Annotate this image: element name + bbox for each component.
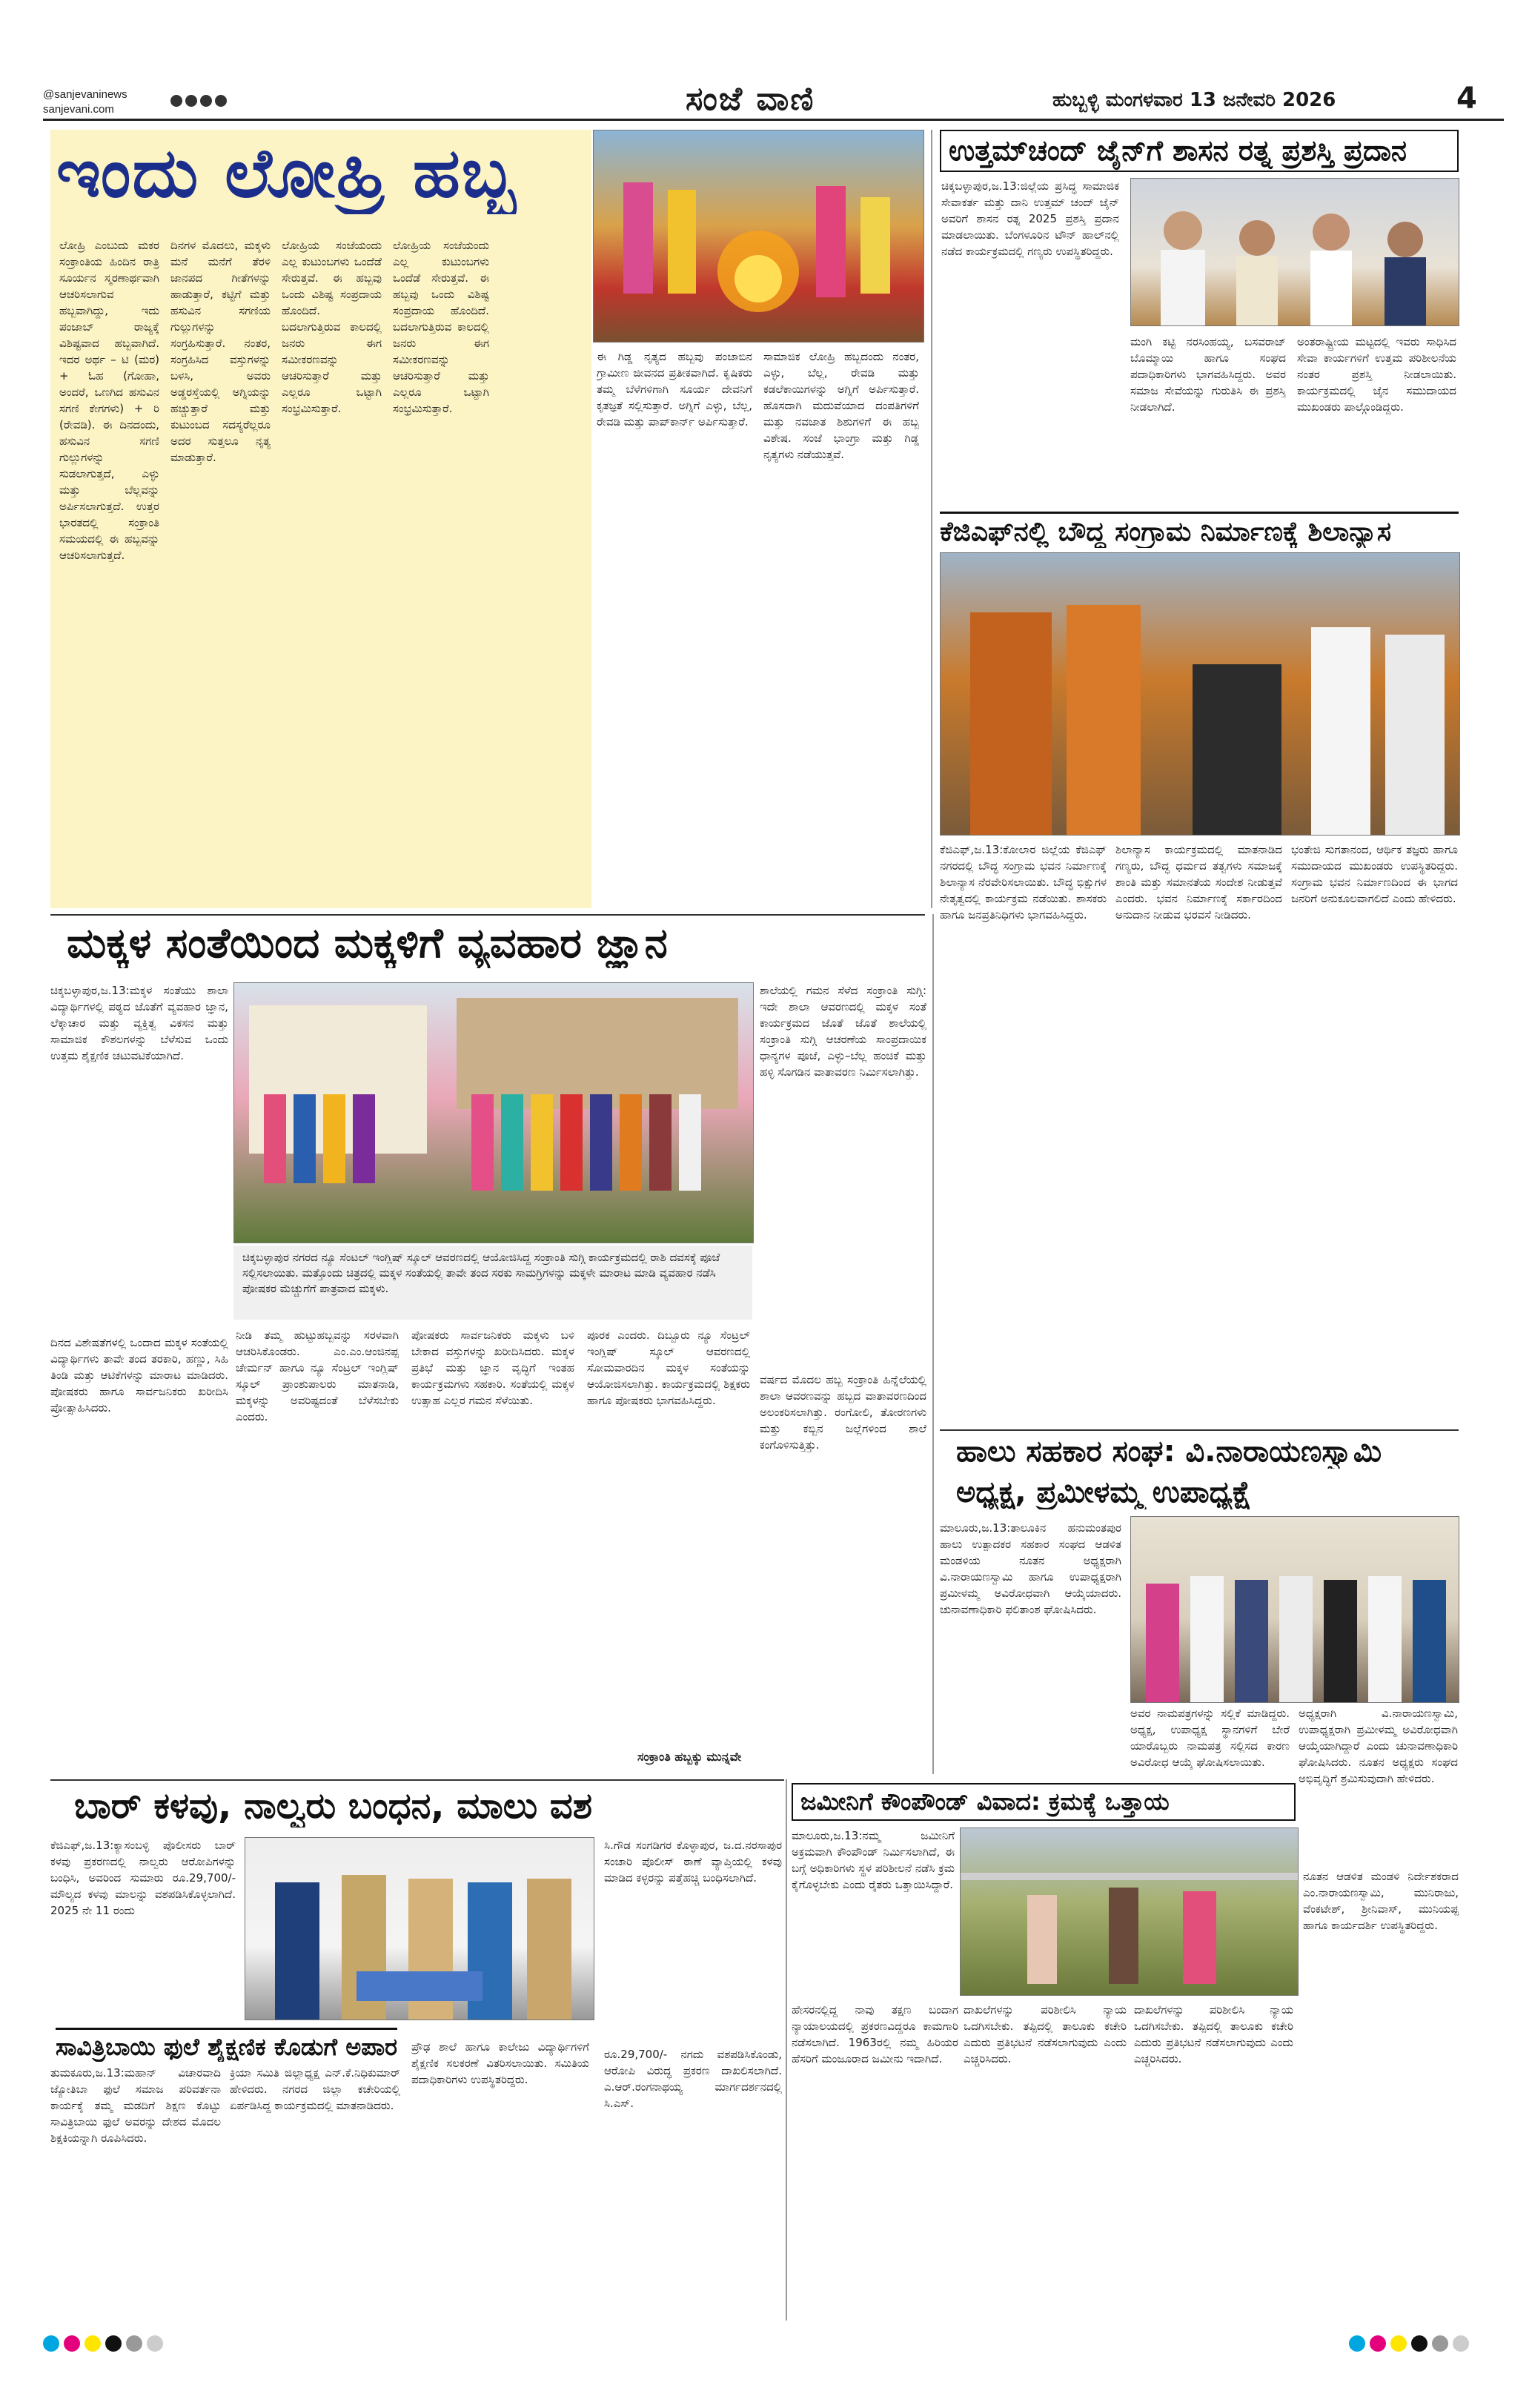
jain-col-3: ಅಂತರಾಷ್ಟ್ರೀಯ ಮಟ್ಟದಲ್ಲಿ ಇವರು ಸಾಧಿಸಿದ ಸೇವಾ ಕಾರ್ಯಗಳಿಗೆ ಉತ್ತಮ ಪರಿಶೀಲನೆಯ ನಂತರ ಪ್ರಶಸ್ತಿ ನೀಡಲಾಯಿತು. ಕಾರ್ಯಕ್ರಮದಲ್ಲಿ ಜೈನ ಸಮುದಾಯದ ಮುಖಂಡರು ಪಾಲ್ಗೊಂಡಿದ್ದರು. [1297,335,1456,414]
land-headline: ಜಮೀನಿಗೆ ಕೌಂಪೌಂಡ್ ವಿವಾದ: ಕ್ರಮಕ್ಕೆ ಒತ್ತಾಯ [792,1783,1296,1821]
lohri-bonfire-illustration [594,130,923,342]
social-handle: @sanjevaninews [43,88,127,101]
savitri-col-3: ಪ್ರೌಢ ಶಾಲೆ ಹಾಗೂ ಕಾಲೇಜು ವಿದ್ಯಾರ್ಥಿಗಳಿಗೆ ಶೈಕ್ಷಣಿಕ ಸಲಕರಣೆ ವಿತರಿಸಲಾಯಿತು. ಸಮಿತಿಯ ಪದಾಧಿಕಾರಿಗಳು ಉಪಸ್ಥಿತರಿದ್ದರು. [411,2040,589,2086]
santhe-col-3b: ಪೋಷಕರು ಸಾರ್ವಜನಿಕರು ಮಕ್ಕಳು ಬಳಿ ಬೇಕಾದ ವಸ್ತುಗಳನ್ನು ಖರೀದಿಸಿದರು. ಮಕ್ಕಳ ಪ್ರತಿಭೆ ಮತ್ತು ಜ್ಞಾನ ವೃದ್ಧಿಗೆ ಇಂತಹ ಕಾರ್ಯಕ್ರಮಗಳು ಸಹಕಾರಿ. ಸಂತೆಯಲ್ಲಿ ಮಕ್ಕಳ ಉತ್ಸಾಹ ಎಲ್ಲರ ಗಮನ ಸೆಳೆಯಿತು. [411,1329,574,1407]
savitri-col-4: ರೂ.29,700/- ನಗದು ವಶಪಡಿಸಿಕೊಂಡು, ಆರೋಪಿ ವಿರುದ್ಧ ಪ್ರಕರಣ ದಾಖಲಿಸಲಾಗಿದೆ. ಎ.ಆರ್.ರಂಗನಾಥಯ್ಯ ಮಾರ್ಗದರ್ಶನದಲ್ಲಿ ಸಿ.ಎಸ್. [604,2048,782,2110]
instagram-icon [185,95,197,107]
jain-col-2: ಮಂಗಿ ಕಟ್ಟಿ ನರಸಿಂಹಯ್ಯ, ಬಸವರಾಜ್ ಬೊಮ್ಮಾಯಿ ಹಾಗೂ ಸಂಘದ ಪದಾಧಿಕಾರಿಗಳು ಭಾಗವಹಿಸಿದ್ದರು. ಅವರ ಸಮಾಜ ಸೇವೆಯನ್ನು ಗುರುತಿಸಿ ಈ ಪ್ರಶಸ್ತಿ ನೀಡಲಾಗಿದೆ. [1130,335,1286,414]
santhe-col-2b: ನೀಡಿ ತಮ್ಮ ಹುಟ್ಟುಹಬ್ಬವನ್ನು ಸರಳವಾಗಿ ಆಚರಿಸಿಕೊಂಡರು. ಎಂ.ಎಂ.ಆಂಜಿನಪ್ಪ ಚೇರ್ಮನ್ ಹಾಗೂ ನ್ಯೂ ಸೆಂಟ್ರಲ್ ಇಂಗ್ಲಿಷ್ ಸ್ಕೂಲ್ ಪ್ರಾಂಶುಪಾಲರು ಮಾತನಾಡಿ, ಮಕ್ಕಳನ್ನು ಅವರಿಷ್ಟದಂತೆ ಬೆಳೆಸಬೇಕು ಎಂದರು. [236,1329,399,1423]
land-col-2b: ದಾಖಲೆಗಳನ್ನು ಪರಿಶೀಲಿಸಿ ನ್ಯಾಯ ಒದಗಿಸಬೇಕು. ತಪ್ಪಿದಲ್ಲಿ ತಾಲೂಕು ಕಚೇರಿ ಎದುರು ಪ್ರತಿಭಟನೆ ನಡೆಸಲಾಗುವುದು ಎಂದು ಎಚ್ಚರಿಸಿದರು. [1134,2003,1293,2065]
lohri-col-2: ದಿನಗಳ ಮೊದಲು, ಮಕ್ಕಳು ಮನೆ ಮನೆಗೆ ತೆರಳಿ ಜಾನಪದ ಗೀತೆಗಳನ್ನು ಹಾಡುತ್ತಾರೆ, ಕಟ್ಟಿಗೆ ಮತ್ತು ಹಸುವಿನ ಸಗಣಿಯ ಗುಲ್ಲುಗಳನ್ನು ಸಂಗ್ರಹಿಸುತ್ತಾರೆ. ನಂತರ, ಸಂಗ್ರಹಿಸಿದ ವಸ್ತುಗಳನ್ನು ಬಳಸಿ, ಅವರು ಅಡ್ಡರಸ್ತೆಯಲ್ಲಿ ಅಗ್ನಿಯನ್ನು ಹಚ್ಚುತ್ತಾರೆ ಮತ್ತು ಕುಟುಂಬದ ಸದಸ್ಯರೆಲ್ಲರೂ ಅದರ ಸುತ್ತಲೂ ನೃತ್ಯ ಮಾಡುತ್ತಾರೆ. [170,239,271,464]
dateline: ಹುಬ್ಬಳ್ಳಿ ಮಂಗಳವಾರ 13 ಜನೇವರಿ 2026 [1052,89,1336,111]
kgf-col-2: ಶಿಲಾನ್ಯಾಸ ಕಾರ್ಯಕ್ರಮದಲ್ಲಿ ಮಾತನಾಡಿದ ಗಣ್ಯರು, ಬೌದ್ಧ ಧರ್ಮದ ತತ್ವಗಳು ಸಮಾಜಕ್ಕೆ ಶಾಂತಿ ಮತ್ತು ಸಮಾನತೆಯ ಸಂದೇಶ ನೀಡುತ್ತವೆ ಎಂದರು. ಭವನ ನಿರ್ಮಾಣಕ್ಕೆ ಸರ್ಕಾರದಿಂದ ಅನುದಾನ ನೀಡುವ ಭರವಸೆ ನೀಡಿದರು. [1115,843,1282,922]
bar-police-illustration [245,1838,594,2020]
lohri-photo [593,130,924,343]
column-divider [786,1779,787,2321]
milk-col-2: ಅವರ ನಾಮಪತ್ರಗಳನ್ನು ಸಲ್ಲಿಕೆ ಮಾಡಿದ್ದರು. ಅಧ್ಯಕ್ಷ, ಉಪಾಧ್ಯಕ್ಷ ಸ್ಥಾನಗಳಿಗೆ ಬೇರೆ ಯಾರೊಬ್ಬರು ನಾಮಪತ್ರ ಸಲ್ಲಿಸದ ಕಾರಣ ಅವಿರೋಧ ಆಯ್ಕೆ ಘೋಷಿಸಲಾಯಿತು. [1130,1707,1290,1769]
black-mark [105,2335,122,2352]
kgf-ceremony-illustration [941,553,1459,835]
magenta-mark [1370,2335,1386,2352]
kgf-headline: ಕೆಜಿಎಫ್‌ನಲ್ಲಿ ಬೌದ್ಧ ಸಂಗ್ರಾಮ ನಿರ್ಮಾಣಕ್ಕೆ ಶಿಲಾನ್ಯಾಸ [940,512,1459,548]
santhe-photo [233,982,754,1243]
milk-col-1: ಮಾಲೂರು,ಜ.13:ತಾಲೂಕಿನ ಹನುಮಂತಪುರ ಹಾಲು ಉತ್ಪಾದಕರ ಸಹಕಾರ ಸಂಘದ ಆಡಳಿತ ಮಂಡಳಿಯ ನೂತನ ಅಧ್ಯಕ್ಷರಾಗಿ ವಿ.ನಾರಾಯಣಸ್ವಾಮಿ ಹಾಗೂ ಉಪಾಧ್ಯಕ್ಷರಾಗಿ ಪ್ರಮೀಳಮ್ಮ ಅವಿರೋಧವಾಗಿ ಆಯ್ಕೆಯಾದರು. ಚುನಾವಣಾಧಿಕಾರಿ ಫಲಿತಾಂಶ ಘೋಷಿಸಿದರು. [940,1521,1121,1616]
cyan-mark [1349,2335,1365,2352]
kgf-photo [940,552,1460,836]
santhe-col-4: ಶಾಲೆಯಲ್ಲಿ ಗಮನ ಸೆಳೆದ ಸಂಕ್ರಾಂತಿ ಸುಗ್ಗಿ: ಇದೇ ಶಾಲಾ ಆವರಣದಲ್ಲಿ ಮಕ್ಕಳ ಸಂತೆ ಕಾರ್ಯಕ್ರಮದ ಜೊತೆ ಜೊತೆ ಶಾಲೆಯಲ್ಲಿ ಸಂಕ್ರಾಂತಿ ಸುಗ್ಗಿ ಆಚರಣೆಯ ಸಾಂಪ್ರದಾಯಿಕ ಧಾನ್ಯಗಳ ಪೂಜೆ, ಎಳ್ಳು–ಬೆಲ್ಲ ಹಂಚಿಕೆ ಮತ್ತು ಹಳ್ಳಿ ಸೊಗಡಿನ ವಾತಾವರಣ ನಿರ್ಮಿಸಲಾಗಿತ್ತು. [760,984,926,1079]
santhe-col-4b: ಪೂರಕ ಎಂದರು. ದಿಬ್ಬೂರು ನ್ಯೂ ಸೆಂಟ್ರಲ್ ಇಂಗ್ಲಿಷ್ ಸ್ಕೂಲ್ ಆವರಣದಲ್ಲಿ ಸೋಮವಾರದಿನ ಮಕ್ಕಳ ಸಂತೆಯನ್ನು ಆಯೋಜಿಸಲಾಗಿತ್ತು. ಕಾರ್ಯಕ್ರಮದಲ್ಲಿ ಶಿಕ್ಷಕರು ಹಾಗೂ ಪೋಷಕರು ಭಾಗವಹಿಸಿದ್ದರು. [587,1329,750,1407]
savitri-col-2: ಕ್ರಿಯಾ ಸಮಿತಿ ಜಿಲ್ಲಾಧ್ಯಕ್ಷ ಎನ್.ಕೆ.ನಿಧಿಕುಮಾರ್ ಹೇಳಿದರು. ನಗರದ ಜಿಲ್ಲಾ ಕಚೇರಿಯಲ್ಲಿ ಏರ್ಪಡಿಸಿದ್ದ ಕಾರ್ಯಕ್ರಮದಲ್ಲಿ ಮಾತನಾಡಿದರು. [230,2066,400,2112]
santhe-col-1b: ದಿನದ ವಿಶೇಷತೆಗಳಲ್ಲಿ ಒಂದಾದ ಮಕ್ಕಳ ಸಂತೆಯಲ್ಲಿ ವಿದ್ಯಾರ್ಥಿಗಳು ತಾವೇ ತಂದ ತರಕಾರಿ, ಹಣ್ಣು, ಸಿಹಿ ತಿಂಡಿ ಮತ್ತು ಆಟಿಕೆಗಳನ್ನು ಮಾರಾಟ ಮಾಡಿದರು. ಪೋಷಕರು ಹಾಗೂ ಸಾರ್ವಜನಿಕರು ಖರೀದಿಸಿ ಪ್ರೋತ್ಸಾಹಿಸಿದರು. [50,1336,228,1415]
lohri-col-3b: ಲೋಹ್ರಿಯ ಸಂಜೆಯಂದು ಎಲ್ಲ ಕುಟುಂಬಗಳು ಒಂದೆಡೆ ಸೇರುತ್ತವೆ. ಈ ಹಬ್ಬವು ಒಂದು ವಿಶಿಷ್ಟ ಸಂಪ್ರದಾಯ ಹೊಂದಿದೆ. ಬದಲಾಗುತ್ತಿರುವ ಕಾಲದಲ್ಲಿ ಜನರು ಈಗ ಸಮೀಕರಣವನ್ನು ಆಚರಿಸುತ್ತಾರೆ ಮತ್ತು ಎಲ್ಲರೂ ಒಟ್ಟಾಗಿ ಸಂಭ್ರಮಿಸುತ್ತಾರೆ. [393,239,489,415]
brand-name: ಸಂಜೆ ವಾಣಿ [686,80,815,118]
section-rule [940,1429,1459,1431]
santhe-col-5b: ವರ್ಷದ ಮೊದಲ ಹಬ್ಬ ಸಂಕ್ರಾಂತಿ ಹಿನ್ನೆಲೆಯಲ್ಲಿ ಶಾಲಾ ಆವರಣವನ್ನು ಹಬ್ಬದ ವಾತಾವರಣದಿಂದ ಅಲಂಕರಿಸಲಾಗಿತ್ತು. ರಂಗೋಲಿ, ತೋರಣಗಳು ಮತ್ತು ಕಬ್ಬಿನ ಜಲ್ಲೆಗಳಿಂದ ಶಾಲೆ ಕಂಗೊಳಿಸುತ್ತಿತ್ತು. [760,1373,926,1452]
yellow-mark [1390,2335,1407,2352]
land-col-2: ದಾಖಲೆಗಳನ್ನು ಪರಿಶೀಲಿಸಿ ನ್ಯಾಯ ಒದಗಿಸಬೇಕು. ತಪ್ಪಿದಲ್ಲಿ ತಾಲೂಕು ಕಚೇರಿ ಎದುರು ಪ್ರತಿಭಟನೆ ನಡೆಸಲಾಗುವುದು ಎಂದು ಎಚ್ಚರಿಸಿದರು. [964,2003,1127,2065]
savitri-headline: ಸಾವಿತ್ರಿಬಾಯಿ ಫುಲೆ ಶೈಕ್ಷಣಿಕ ಕೊಡುಗೆ ಅಪಾರ [56,2028,397,2062]
registration-marks-left [43,2335,168,2355]
website: sanjevani.com [43,103,114,116]
page-number: 4 [1456,82,1477,116]
bar-col-2: ಸಿ.ಗೌಡ ಸಂಗಡಿಗರ ಕೊಳ್ಳಾಪುರ, ಜ.ದ.ನರಸಾಪುರ ಸಂಚಾರಿ ಪೊಲೀಸ್ ಠಾಣೆ ವ್ಯಾಪ್ತಿಯಲ್ಲಿ ಕಳವು ಮಾಡಿದ ಕಳ್ಳರನ್ನು ಪತ್ತೆಹಚ್ಚಿ ಬಂಧಿಸಲಾಗಿದೆ. [604,1839,782,1885]
land-photo [960,1828,1299,1996]
facebook-icon [170,95,182,107]
jain-photo [1130,178,1459,326]
jain-col-1: ಚಿಕ್ಕಬಳ್ಳಾಪುರ,ಜ.13:ಜಿಲ್ಲೆಯ ಪ್ರಸಿದ್ಧ ಸಾಮಾಜಿಕ ಸೇವಾಕರ್ತ ಮತ್ತು ದಾನಿ ಉತ್ತಮ್ ಚಂದ್ ಜೈನ್ ಅವರಿಗೆ ಶಾಸನ ರತ್ನ 2025 ಪ್ರಶಸ್ತಿ ಪ್ರದಾನ ಮಾಡಲಾಯಿತು. ಬೆಂಗಳೂರಿನ ಟೌನ್ ಹಾಲ್‌ನಲ್ಲಿ ನಡೆದ ಕಾರ್ಯಕ್ರಮದಲ್ಲಿ ಗಣ್ಯರು ಉಪಸ್ಥಿತರಿದ್ದರು. [941,179,1119,258]
section-rule [50,914,925,916]
column-divider [932,914,934,1774]
social-icons [170,95,230,110]
milk-headline-2: ಅಧ್ಯಕ್ಷ, ಪ್ರಮೀಳಮ್ಮ ಉಪಾಧ್ಯಕ್ಷೆ [956,1475,1252,1509]
youtube-icon [200,95,212,107]
bar-col-1: ಕೆಜಿಎಫ್,ಜ.13:ಕ್ಯಾಸಂಬಳ್ಳಿ ಪೊಲೀಸರು ಬಾರ್ ಕಳವು ಪ್ರಕರಣದಲ್ಲಿ ನಾಲ್ವರು ಆರೋಪಿಗಳನ್ನು ಬಂಧಿಸಿ, ಅವರಿಂದ ಸುಮಾರು ರೂ.29,700/- ಮೌಲ್ಯದ ಕಳವು ಮಾಲನ್ನು ವಶಪಡಿಸಿಕೊಳ್ಳಲಾಗಿದೆ. 2025 ನೇ 11 ರಂದು [50,1839,236,1917]
santhe-group-illustration [234,983,753,1243]
cyan-mark [43,2335,59,2352]
land-col-3: ನೂತನ ಆಡಳಿತ ಮಂಡಳಿ ನಿರ್ದೇಶಕರಾದ ಎಂ.ನಾರಾಯಣಸ್ವಾಮಿ, ಮುನಿರಾಜು, ವೆಂಕಟೇಶ್, ಶ್ರೀನಿವಾಸ್, ಮುನಿಯಪ್ಪ ಹಾಗೂ ಕಾರ್ಯದರ್ಶಿ ಉಪಸ್ಥಿತರಿದ್ದರು. [1303,1870,1459,1932]
lohri-col-3: ಲೋಹ್ರಿಯ ಸಂಜೆಯಂದು ಎಲ್ಲ ಕುಟುಂಬಗಳು ಒಂದೆಡೆ ಸೇರುತ್ತವೆ. ಈ ಹಬ್ಬವು ಒಂದು ವಿಶಿಷ್ಟ ಸಂಪ್ರದಾಯ ಹೊಂದಿದೆ. ಬದಲಾಗುತ್ತಿರುವ ಕಾಲದಲ್ಲಿ ಜನರು ಈಗ ಸಮೀಕರಣವನ್ನು ಆಚರಿಸುತ್ತಾರೆ ಮತ್ತು ಎಲ್ಲರೂ ಒಟ್ಟಾಗಿ ಸಂಭ್ರಮಿಸುತ್ತಾರೆ. [282,239,382,415]
land-col-1b: ಹೇಸರನಲ್ಲಿದ್ದ ನಾವು ತಕ್ಷಣ ಬಂದಾಗ ನ್ಯಾಯಾಲಯದಲ್ಲಿ ಪ್ರಕರಣವಿದ್ದರೂ ಕಾಮಗಾರಿ ನಡೆಸಲಾಗಿದೆ. 1963ರಲ್ಲಿ ನಮ್ಮ ಹಿರಿಯರ ಹೆಸರಿಗೆ ಮಂಜೂರಾದ ಜಮೀನು ಇದಾಗಿದೆ. [792,2003,958,2065]
kgf-col-3: ಭಂತೇಜಿ ಸುಗತಾನಂದ, ಆರ್ಥಿಕ ತಜ್ಞರು ಹಾಗೂ ಸಮುದಾಯದ ಮುಖಂಡರು ಉಪಸ್ಥಿತರಿದ್ದರು. ಸಂಗ್ರಾಮ ಭವನ ನಿರ್ಮಾಣದಿಂದ ಈ ಭಾಗದ ಜನರಿಗೆ ಅನುಕೂಲವಾಗಲಿದೆ ಎಂದು ಹೇಳಿದರು. [1291,843,1458,905]
milk-photo [1130,1516,1459,1703]
savitri-col-1: ತುಮಕೂರು,ಜ.13:ಮಹಾನ್ ವಿಚಾರವಾದಿ ಜ್ಯೋತಿಬಾ ಫುಲೆ ಸಮಾಜ ಪರಿವರ್ತನಾ ಕಾರ್ಯಕ್ಕೆ ತಮ್ಮ ಮಡದಿಗೆ ಶಿಕ್ಷಣ ಕೊಟ್ಟು ಸಾವಿತ್ರಿಬಾಯಿ ಫುಲೆ ಅವರನ್ನು ದೇಶದ ಮೊದಲ ಶಿಕ್ಷಕಿಯನ್ನಾಗಿ ರೂಪಿಸಿದರು. [50,2066,221,2145]
jain-award-illustration [1131,179,1459,325]
black-mark [1411,2335,1427,2352]
bar-photo [245,1837,594,2020]
grey-mark [126,2335,142,2352]
lohri-col-5: ಸಾಮಾಜಿಕ ಲೋಹ್ರಿ ಹಬ್ಬದಂದು ನಂತರ, ಎಳ್ಳು, ಬೆಲ್ಲ, ರೇವಡಿ ಮತ್ತು ಕಡಲೆಕಾಯಿಗಳನ್ನು ಅಗ್ನಿಗೆ ಅರ್ಪಿಸುತ್ತಾರೆ. ಹೊಸದಾಗಿ ಮದುವೆಯಾದ ದಂಪತಿಗಳಿಗೆ ಮತ್ತು ನವಜಾತ ಶಿಶುಗಳಿಗೆ ಈ ಹಬ್ಬ ವಿಶೇಷ. ಸಂಜೆ ಭಾಂಗ್ರಾ ಮತ್ತು ಗಿಡ್ಡ ನೃತ್ಯಗಳು ನಡೆಯುತ್ತವೆ. [763,350,919,461]
milk-col-3: ಅಧ್ಯಕ್ಷರಾಗಿ ವಿ.ನಾರಾಯಣಸ್ವಾಮಿ, ಉಪಾಧ್ಯಕ್ಷರಾಗಿ ಪ್ರಮೀಳಮ್ಮ ಅವಿರೋಧವಾಗಿ ಆಯ್ಕೆಯಾಗಿದ್ದಾರೆ ಎಂದು ಚುನಾವಣಾಧಿಕಾರಿ ಘೋಷಿಸಿದರು. ನೂತನ ಅಧ್ಯಕ್ಷರು ಸಂಘದ ಅಭಿವೃದ್ಧಿಗೆ ಶ್ರಮಿಸುವುದಾಗಿ ಹೇಳಿದರು. [1299,1707,1458,1785]
column-divider [931,130,932,908]
lohri-col-4: ಈ ಗಿಡ್ಡ ನೃತ್ಯದ ಹಬ್ಬವು ಪಂಜಾಬಿನ ಗ್ರಾಮೀಣ ಜೀವನದ ಪ್ರತೀಕವಾಗಿದೆ. ಕೃಷಿಕರು ತಮ್ಮ ಬೆಳೆಗಳಿಗಾಗಿ ಸೂರ್ಯ ದೇವನಿಗೆ ಕೃತಜ್ಞತೆ ಸಲ್ಲಿಸುತ್ತಾರೆ. ಅಗ್ನಿಗೆ ಎಳ್ಳು, ಬೆಲ್ಲ, ರೇವಡಿ ಮತ್ತು ಪಾಪ್‌ಕಾರ್ನ್ ಅರ್ಪಿಸುತ್ತಾರೆ. [597,350,752,429]
santhe-footer: ಸಂಕ್ರಾಂತಿ ಹಬ್ಬಕ್ಕು ಮುನ್ನವೇ [637,1750,742,1764]
milk-group-illustration [1131,1517,1459,1702]
twitter-icon [215,95,227,107]
land-field-illustration [961,1828,1298,1995]
jain-headline: ಉತ್ತಮ್‌ಚಂದ್ ಜೈನ್‌ಗೆ ಶಾಸನ ರತ್ನ ಪ್ರಶಸ್ತಿ ಪ್ರದಾನ [940,130,1459,172]
santhe-caption: ಚಿಕ್ಕಬಳ್ಳಾಪುರ ನಗರದ ನ್ಯೂ ಸೆಂಟಲ್ ಇಂಗ್ಲಿಷ್ ಸ್ಕೂಲ್ ಆವರಣದಲ್ಲಿ ಆಯೋಜಿಸಿದ್ದ ಸಂಕ್ರಾಂತಿ ಸುಗ್ಗಿ ಕಾರ್ಯಕ್ರಮದಲ್ಲಿ ರಾಶಿ ದವಸಕ್ಕೆ ಪೂಜೆ ಸಲ್ಲಿಸಲಾಯಿತು. ಮತ್ತೊಂದು ಚಿತ್ರದಲ್ಲಿ ಮಕ್ಕಳ ಸಂತೆಯಲ್ಲಿ ತಾವೇ ತಂದ ಸರಕು ಸಾಮಗ್ರಿಗಳನ್ನು ಮಕ್ಕಳೇ ಮಾರಾಟ ಮಾಡಿ ವ್ಯವಹಾರ ನಡೆಸಿ ಪೋಷಕರ ಮೆಚ್ಚುಗೆಗೆ ಪಾತ್ರವಾದ ಮಕ್ಕಳು. [233,1246,752,1320]
magenta-mark [64,2335,80,2352]
bar-headline: ಬಾರ್ ಕಳವು, ನಾಲ್ವರು ಬಂಧನ, ಮಾಲು ವಶ [74,1785,593,1827]
registration-marks-right [1349,2335,1473,2355]
yellow-mark [84,2335,101,2352]
land-col-1: ಮಾಲೂರು,ಜ.13:ನಮ್ಮ ಜಮೀನಿಗೆ ಅಕ್ರಮವಾಗಿ ಕೌಂಪೌಂಡ್ ನಿರ್ಮಿಸಲಾಗಿದೆ, ಈ ಬಗ್ಗೆ ಅಧಿಕಾರಿಗಳು ಸ್ಥಳ ಪರಿಶೀಲನೆ ನಡೆಸಿ ಕ್ರಮ ಕೈಗೊಳ್ಳಬೇಕು ಎಂದು ರೈತರು ಒತ್ತಾಯಿಸಿದ್ದಾರೆ. [792,1829,955,1891]
light-grey-mark [1453,2335,1469,2352]
lohri-headline: ಇಂದು ಲೋಹ್ರಿ ಹಬ್ಬ [56,133,517,213]
masthead-rule [43,119,1504,121]
santhe-col-1: ಚಿಕ್ಕಬಳ್ಳಾಪುರ,ಜ.13:ಮಕ್ಕಳ ಸಂತೆಯು ಶಾಲಾ ವಿದ್ಯಾರ್ಥಿಗಳಲ್ಲಿ ಪಠ್ಯದ ಜೊತೆಗೆ ವ್ಯವಹಾರ ಜ್ಞಾನ, ಲೆಕ್ಕಾಚಾರ ಮತ್ತು ವ್ಯಕ್ತಿತ್ವ ವಿಕಸನ ಮತ್ತು ಸಾಮಾಜಿಕ ಕೌಶಲಗಳನ್ನು ಬೆಳೆಸುವ ಒಂದು ಉತ್ತಮ ಶೈಕ್ಷಣಿಕ ಚಟುವಟಿಕೆಯಾಗಿದೆ. [50,984,228,1062]
kgf-col-1: ಕೆಜಿಎಫ್,ಜ.13:ಕೋಲಾರ ಜಿಲ್ಲೆಯ ಕೆಜಿಎಫ್ ನಗರದಲ್ಲಿ ಬೌದ್ಧ ಸಂಗ್ರಾಮ ಭವನ ನಿರ್ಮಾಣಕ್ಕೆ ಶಿಲಾನ್ಯಾಸ ನೆರವೇರಿಸಲಾಯಿತು. ಬೌದ್ಧ ಭಿಕ್ಷುಗಳ ನೇತೃತ್ವದಲ್ಲಿ ಕಾರ್ಯಕ್ರಮ ನಡೆಯಿತು. ಶಾಸಕರು ಹಾಗೂ ಜನಪ್ರತಿನಿಧಿಗಳು ಭಾಗವಹಿಸಿದ್ದರು. [940,843,1107,922]
milk-headline-1: ಹಾಲು ಸಹಕಾರ ಸಂಘ: ವಿ.ನಾರಾಯಣಸ್ವಾಮಿ [956,1435,1382,1469]
section-rule [50,1779,784,1781]
grey-mark [1432,2335,1448,2352]
santhe-headline: ಮಕ್ಕಳ ಸಂತೆಯಿಂದ ಮಕ್ಕಳಿಗೆ ವ್ಯವಹಾರ ಜ್ಞಾನ [67,919,668,968]
light-grey-mark [147,2335,163,2352]
lohri-col-1: ಲೋಹ್ರಿ ಎಂಬುದು ಮಕರ ಸಂಕ್ರಾಂತಿಯ ಹಿಂದಿನ ರಾತ್ರಿ ಸೂರ್ಯನ ಸ್ಮರಣಾರ್ಥವಾಗಿ ಆಚರಿಸಲಾಗುವ ಹಬ್ಬವಾಗಿದ್ದು, ಇದು ಪಂಜಾಬ್ ರಾಜ್ಯಕ್ಕೆ ವಿಶಿಷ್ಟವಾದ ಹಬ್ಬವಾಗಿದೆ. ಇದರ ಅರ್ಥ – ಟಿ (ಮರ) + ಓಹ (ಗೋಹಾ, ಅಂದರೆ, ಒಣಗಿದ ಹಸುವಿನ ಸಗಣಿ ಕೇಗಗಳು) + ರಿ (ರೇವಡಿ). ಈ ದಿನದಂದು, ಹಸುವಿನ ಸಗಣಿ ಗುಲ್ಲುಗಳನ್ನು ಸುಡಲಾಗುತ್ತದೆ, ಎಳ್ಳು ಮತ್ತು ಬೆಲ್ಲವನ್ನು ಅರ್ಪಿಸಲಾಗುತ್ತದೆ. ಉತ್ತರ ಭಾರತದಲ್ಲಿ ಸಂಕ್ರಾಂತಿ ಸಮಯದಲ್ಲಿ ಈ ಹಬ್ಬವನ್ನು ಆಚರಿಸಲಾಗುತ್ತದೆ. [59,239,159,562]
